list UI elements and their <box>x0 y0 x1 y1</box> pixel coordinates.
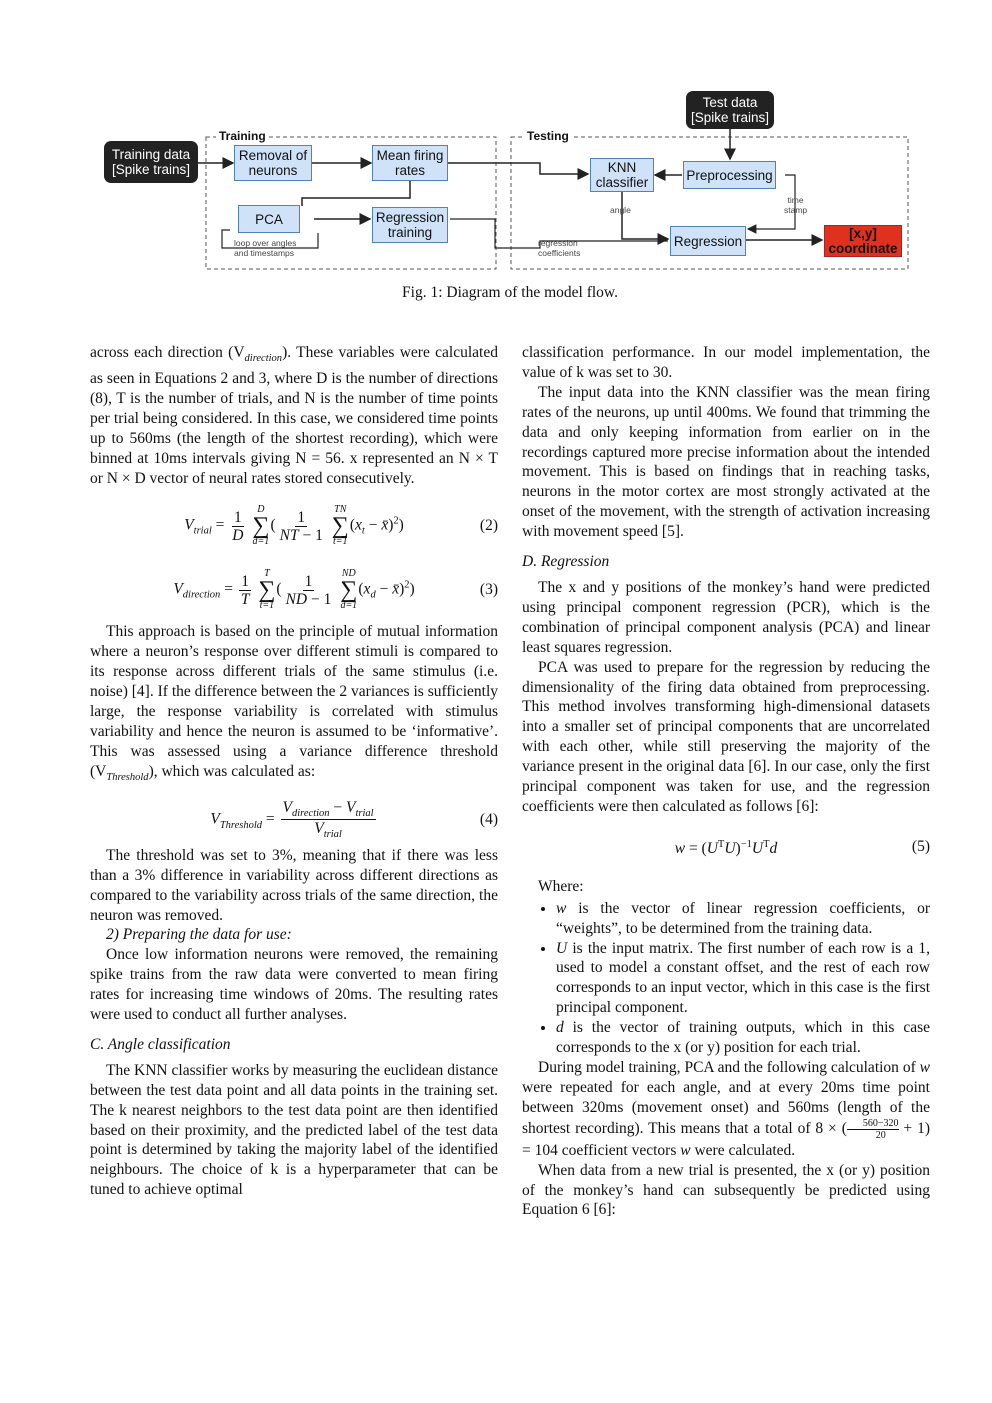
left-paragraph-1: across each direction $(V_{direction})$. These variables were calculated as seen in Equations 2 and 3, where D is the number of directions (8), T is the number of trials, and N is the number of time points per trial being considered. In this case, we considered time points up to 560ms (the length of the shortest recording), which were binned at 10ms intervals giving N = 56. x represented an N × T or N × D vector of neural rates stored consecutively. <box>90 344 498 487</box>
pca-box: PCA <box>238 205 300 233</box>
right-paragraph-3: The x and y positions of the monkey’s hand were predicted using principal component regression (PCR), which is the combination of principal component analysis (PCA) and linear least squares regression. <box>522 578 930 656</box>
left-paragraph-4: Once low information neurons were removed, the remaining spike trains from the raw data were converted to mean firing rates for increasing time windows of 20ms. The resulting rates were used to conduct all further analyses. <box>90 946 498 1024</box>
right-paragraph-1: classification performance. In our model implementation, the value of k was set to 30. <box>522 344 930 381</box>
list-item-d: • d is the vector of training outputs, which in this case corresponds to the x (or y) position for each trial. <box>556 1018 930 1058</box>
equation-3: $V_{direction}$ = $\frac{1}{T}$ T ∑ t=1 ( $\frac{1}{ND - 1}$ ND ∑ d=1 ($x_d$ − x̄)$^2$) (3) <box>173 568 498 612</box>
equation-5-number: (5) <box>911 837 930 855</box>
equation-5: $w = (U^TU)^{-1}U^Td$ (5) <box>674 837 930 857</box>
equation-2-number: (2) <box>479 517 498 535</box>
testing-label: Testing <box>524 129 572 143</box>
equation-4: $V_{Threshold}$ = $\frac{V_{direction} - V_{trial}}{V_{trial}}$ (4) <box>210 798 498 841</box>
right-paragraph-4: PCA was used to prepare for the regression by reducing the dimensionality of the firing data obtained from preprocessing. This method involves transforming high-dimensional datasets into a smaller set of principal components that are uncorrelated with each other, while still preserving the majority of the variance present in the original data [6]. In our case, only the first principal component was taken for use, and the regression coefficients were then calculated as follows [6]: <box>522 658 930 815</box>
angle-note: angle <box>610 205 631 215</box>
left-paragraph-3: The threshold was set to 3%, meaning that if there was less than a 3% difference in variability across different directions as compared to the variability across trials of the same direction, the neuron was removed. <box>90 846 498 924</box>
section-angle-classification: C. Angle classification <box>90 1035 231 1053</box>
time-stamp-note: time stamp <box>784 195 808 215</box>
figure-caption: Fig. 1: Diagram of the model flow. <box>402 284 618 301</box>
model-flow-figure <box>100 88 920 301</box>
right-paragraph-2: The input data into the KNN classifier was the mean firing rates of the neurons, up until 400ms. We found that trimming the data and only keeping information from earlier on in the recordings captured more precise information about the intended movement. This is based on findings that in reaching tasks, neurons in the motor cortex are most strongly activated at the onset of the movement, with the strength of activation increasing with movement speed [5]. <box>522 383 930 541</box>
figure-connectors <box>100 88 920 278</box>
variable-list <box>522 899 930 1058</box>
equation-4-number: (4) <box>479 810 498 828</box>
training-data-box: Training data [Spike trains] <box>104 141 198 183</box>
where-label: Where: <box>538 877 584 895</box>
section-regression: D. Regression <box>522 553 610 571</box>
test-data-box: Test data [Spike trains] <box>686 91 774 129</box>
regression-coefficients-note: regression coefficients <box>538 238 581 258</box>
regression-training-box: Regression training <box>372 207 448 243</box>
left-paragraph-5: The KNN classifier works by measuring the euclidean distance between the test data point and all data points in the training set. The k nearest neighbors to the test data point are then identified based on their proximity, and the predicted label of the test data point is determined by taking the majority label of the identified neighbours. The choice of k is a hyperparameter that can be tuned to achieve optimal <box>90 1061 498 1199</box>
training-label: Training <box>216 129 269 143</box>
knn-classifier-box: KNN classifier <box>590 158 654 192</box>
loop-note: loop over angles and timestamps <box>234 238 297 258</box>
right-column <box>522 343 930 1220</box>
list-item-w: • w is the vector of linear regression coefficients, or “weights”, to be determined from the training data. <box>556 899 930 939</box>
equation-3-number: (3) <box>479 581 498 599</box>
xy-coordinate-box: [x,y] coordinate <box>824 225 902 257</box>
left-paragraph-2: This approach is based on the principle of mutual information where a neuron’s response over different stimuli is compared to its response across different trials of the same stimulus (i.e. noise) [4]. If the difference between the 2 variances is sufficiently large, the response variability is correlated with stimulus variability and hence the neuron is assumed to be ‘informative’. This was assessed using a variance difference threshold $(V_{Threshold})$, which was calculated as: <box>90 623 498 783</box>
mean-firing-rates-box: Mean firing rates <box>372 145 448 181</box>
right-paragraph-5: During model training, PCA and the following calculation of w were repeated for each angle, and at every 20ms time point between 320ms (movement onset) and 560ms (length of the shortest recording). This means that a total of 8 × ( $\frac{560-320}{20}$ + 1) = 104 coefficient vectors w were calculated. <box>522 1059 930 1159</box>
subsection-preparing-data: 2) Preparing the data for use: <box>106 926 292 944</box>
left-column <box>90 343 498 1200</box>
equation-2: $V_{trial}$ = $\frac{1}{D}$ D ∑ d=1 ( $\frac{1}{NT - 1}$ TN ∑ t=1 ($x_t$ − x̄)$^2$) (2) <box>184 504 498 548</box>
list-item-u: • U is the input matrix. The first number of each row is a 1, used to model a constant offset, and the rest of each row corresponds to an input vector, which in this case is the first principal component. <box>556 939 930 1019</box>
right-paragraph-6: When data from a new trial is presented, the x (or y) position of the monkey’s hand can subsequently be predicted using Equation 6 [6]: <box>522 1161 930 1219</box>
regression-box: Regression <box>670 226 746 256</box>
preprocessing-box: Preprocessing <box>683 161 776 189</box>
removal-of-neurons-box: Removal of neurons <box>234 145 312 181</box>
